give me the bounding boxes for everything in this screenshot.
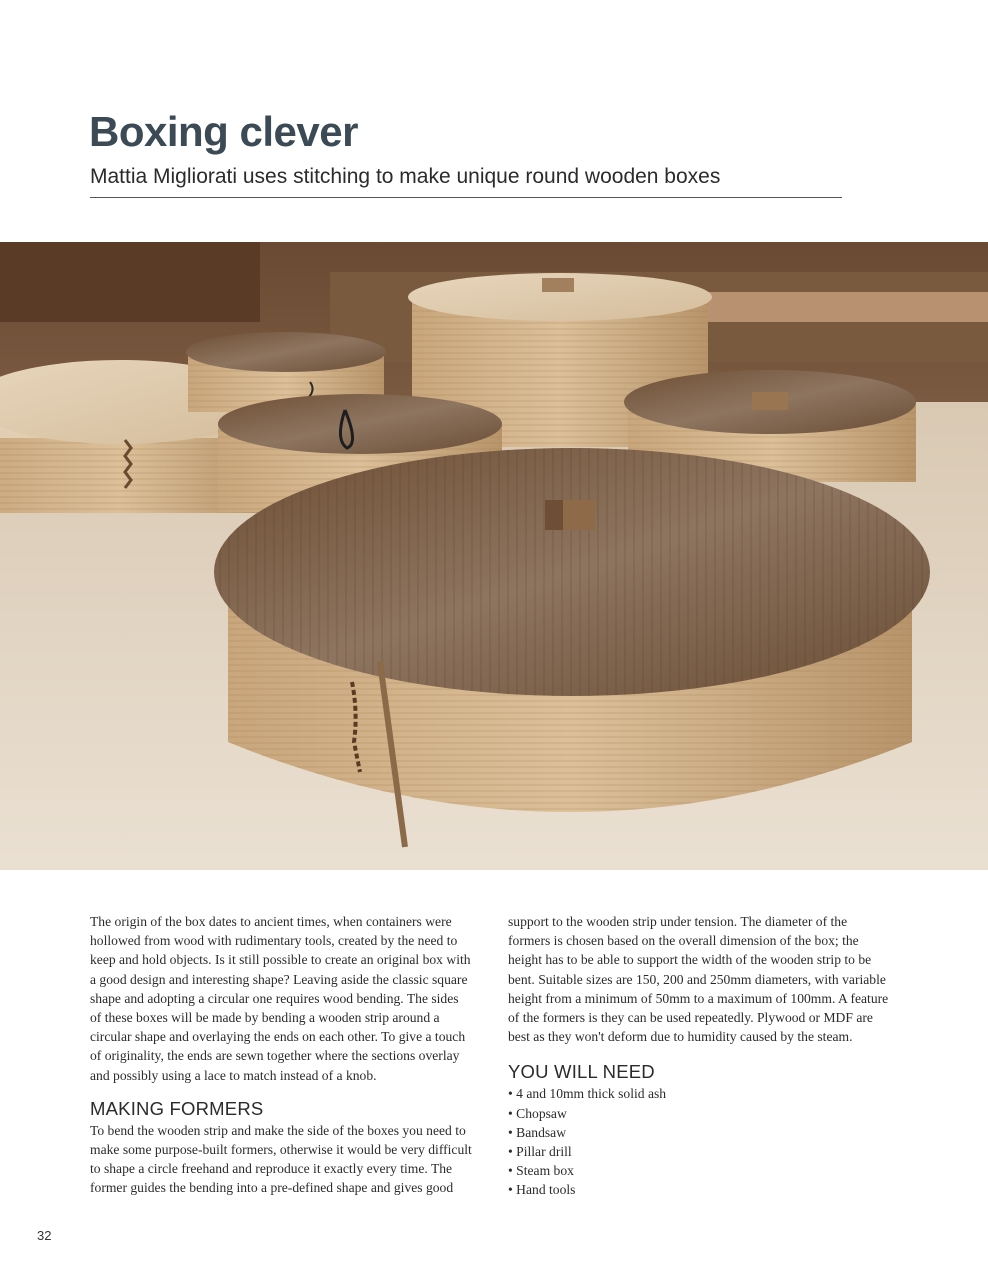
- making-formers-paragraph-continued: support to the wooden strip under tension. The diameter of the formers is chosen based on the overall dimension of the box; the height has to be able to support the width of the wooden strip to be bent. Suitable sizes are 150, 200 and 250mm diameters, with variable height from a minimum of 50mm to a maximum of 100mm. A feature of the formers is they can be used repeatedly. Plywood or MDF are best as they won't deform due to humidity caused by the steam.: [508, 914, 889, 1045]
- list-item: • Chopsaw: [508, 1104, 890, 1123]
- title-divider: [90, 197, 842, 198]
- article-title: Boxing clever: [89, 108, 358, 155]
- article-subtitle: Mattia Migliorati uses stitching to make unique round wooden boxes: [90, 165, 721, 188]
- making-formers-paragraph: To bend the wooden strip and make the side of the boxes you need to make some purpose-built formers, otherwise it would be very difficult to shape a circle freehand and reproduce it exactly every time. The former guides the bending into a pre-defined shape and gives good: [90, 1122, 472, 1196]
- column-right: [508, 912, 890, 1200]
- list-item: • Bandsaw: [508, 1123, 890, 1142]
- you-will-need-heading: YOU WILL NEED: [508, 1061, 655, 1083]
- list-item: • Pillar drill: [508, 1142, 890, 1161]
- column-left: [90, 912, 472, 1198]
- you-will-need-list: [508, 1084, 890, 1199]
- list-item: • Steam box: [508, 1161, 890, 1180]
- intro-paragraph: The origin of the box dates to ancient times, when containers were hollowed from wood with rudimentary tools, created by the need to keep and hold objects. Is it still possible to create an original box with a good design and interesting shape? Leaving aside the classic square shape and adopting a circular one requires wood bending. The sides of these boxes will be made by bending a wooden strip around a circular shape and overlaying the ends on each other. To give a touch of originality, the ends are sewn together where the sections overlay and possibly using a lace to match instead of a knob.: [90, 914, 471, 1083]
- making-formers-heading: MAKING FORMERS: [90, 1097, 264, 1119]
- page-number: 32: [37, 1228, 52, 1243]
- list-item: • Hand tools: [508, 1180, 890, 1199]
- list-item: • 4 and 10mm thick solid ash: [508, 1084, 890, 1103]
- article-photo: [0, 242, 988, 870]
